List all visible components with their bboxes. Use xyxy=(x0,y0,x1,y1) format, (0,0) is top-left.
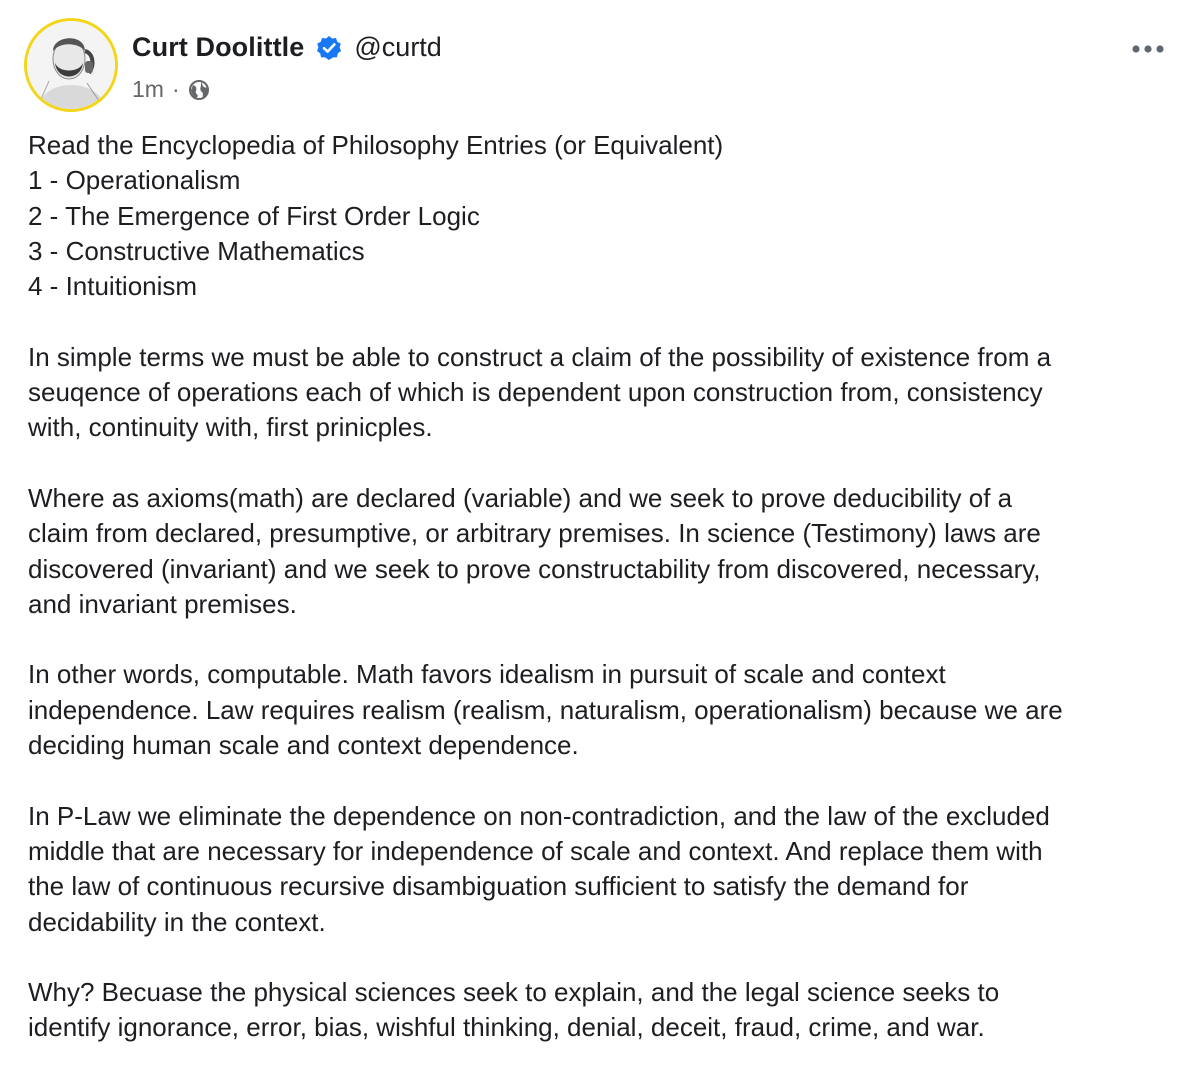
post-header xyxy=(24,18,1176,114)
list-item: 2 - The Emergence of First Order Logic xyxy=(28,200,480,231)
paragraph-axioms xyxy=(28,481,1178,622)
text-line: In P-Law we eliminate the dependence on non-contradiction, and the law of the excluded xyxy=(28,800,1050,831)
globe-icon[interactable] xyxy=(188,79,210,101)
text-line: Read the Encyclopedia of Philosophy Entries (or Equivalent) xyxy=(28,130,724,160)
list-item: 3 - Constructive Mathematics xyxy=(28,235,365,266)
author-name[interactable]: Curt Doolittle xyxy=(132,32,305,62)
text-line: with, continuity with, first prinicples. xyxy=(28,412,433,443)
avatar-portrait-icon xyxy=(27,21,115,109)
text-line: middle that are necessary for independence of scale and context. And replace them with xyxy=(28,835,1043,866)
text-line: and invariant premises. xyxy=(28,588,297,619)
text-line: In other words, computable. Math favors idealism in pursuit of scale and context xyxy=(28,659,946,690)
paragraph-simple-terms xyxy=(28,340,1178,446)
text-line: claim from declared, presumptive, or arbitrary premises. In science (Testimony) laws are xyxy=(28,518,1041,549)
text-line: deciding human scale and context dependence. xyxy=(28,730,579,761)
paragraph-why xyxy=(28,975,1178,1046)
post-timestamp[interactable]: 1m xyxy=(132,76,164,102)
text-line: In simple terms we must be able to construct a claim of the possibility of existence from a xyxy=(28,341,1052,372)
text-line: independence. Law requires realism (realism, naturalism, operationalism) because we are xyxy=(28,694,1063,725)
avatar[interactable] xyxy=(24,18,118,112)
author-handle[interactable]: @curtd xyxy=(354,32,442,62)
author-row xyxy=(132,32,442,63)
list-item: 4 - Intuitionism xyxy=(28,271,198,302)
paragraph-computable xyxy=(28,657,1178,763)
text-line: identify ignorance, error, bias, wishful thinking, denial, deceit, fraud, crime, and war. xyxy=(28,1012,985,1043)
more-options-icon[interactable] xyxy=(1130,42,1166,54)
text-line: decidability in the context. xyxy=(28,906,326,937)
text-line: seuqence of operations each of which is dependent upon construction from, consistency xyxy=(28,377,1043,408)
meta-separator: · xyxy=(171,76,180,102)
text-line: the law of continuous recursive disambiguation sufficient to satisfy the demand for xyxy=(28,871,969,902)
text-line: Where as axioms(math) are declared (variable) and we seek to prove deducibility of a xyxy=(28,482,1013,513)
list-item: 1 - Operationalism xyxy=(28,165,241,196)
post-meta xyxy=(132,76,210,103)
text-line: Why? Becuase the physical sciences seek to explain, and the legal science seeks to xyxy=(28,977,1000,1008)
verified-badge-icon xyxy=(316,35,342,61)
paragraph-reading-list xyxy=(28,128,1178,304)
post-body xyxy=(28,128,1178,1046)
paragraph-p-law xyxy=(28,799,1178,940)
text-line: discovered (invariant) and we seek to prove constructability from discovered, necessary, xyxy=(28,553,1041,584)
